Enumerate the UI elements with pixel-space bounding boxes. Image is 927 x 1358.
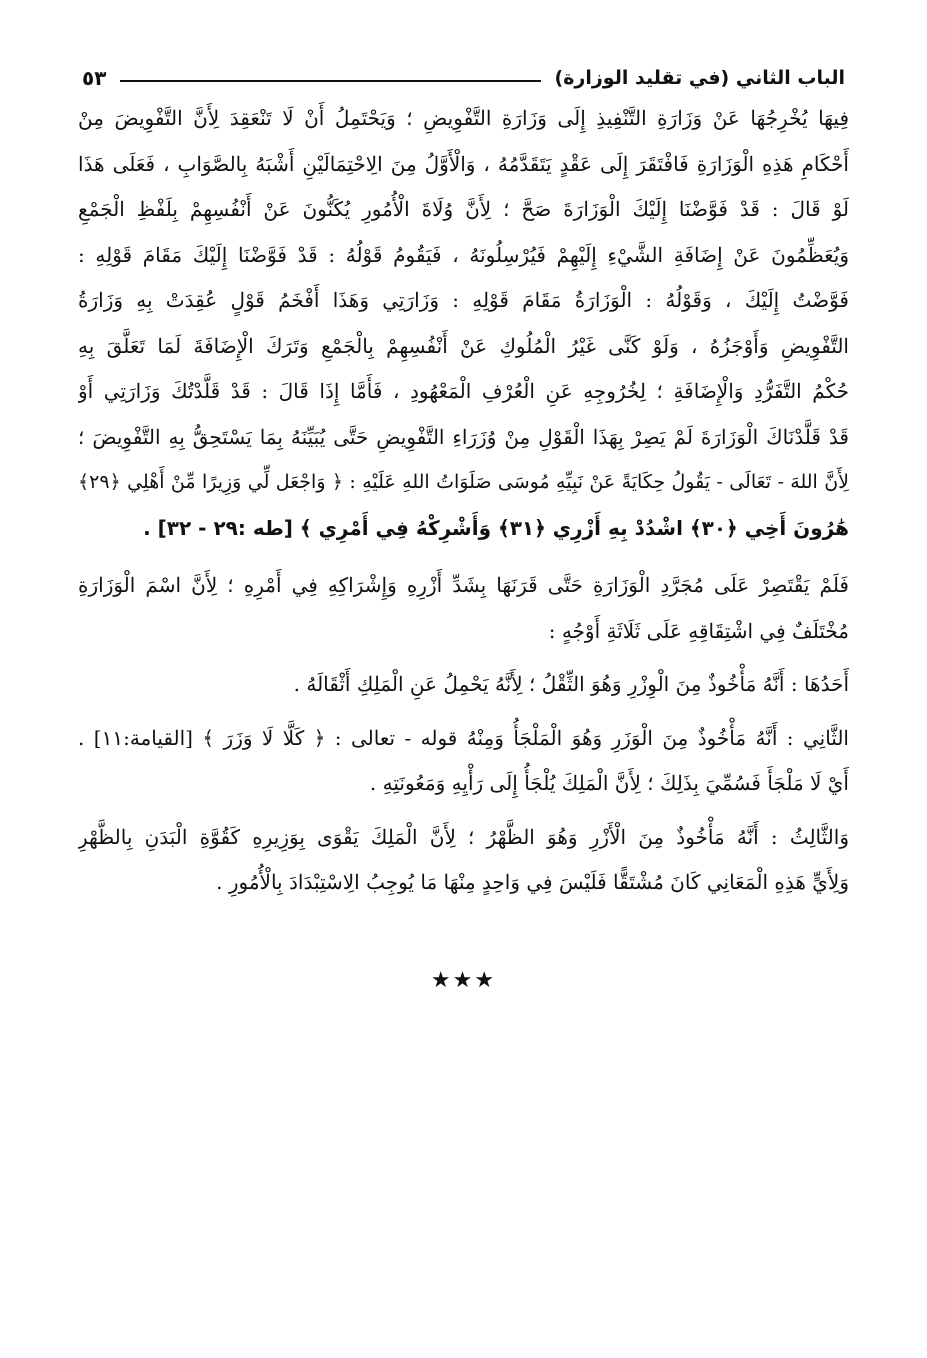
text-line: لَوْ قَالَ : قَدْ فَوَّضْنَا إِلَيْكَ الْوَزَارَةَ صَحَّ ؛ لِأَنَّ وُلَاةَ الْأُمُورِ يُكَنُّونَ عَنْ أَنْفُسِهِمْ بِلَفْظِ الْجَمْعِ [78, 197, 849, 221]
text-line: فَوَّضْتُ إِلَيْكَ ، وَقَوْلُهُ : الْوَزَارَةُ مَقَامَ قَوْلِهِ : وَزَارَتِي وَهَذَا أَفْخَمُ قَوْلٍ عُقِدَتْ بِهِ وَزَارَةُ [78, 288, 849, 312]
aspect-second [78, 716, 849, 807]
text-line: لِأَنَّ اللهَ - تَعَالَى - يَقُولُ حِكَايَةً عَنْ نَبِيِّهِ مُوسَى صَلَوَاتُ اللهِ عَلَيْهِ : ﴿ وَاجْعَل لِّي وَزِيرًا مِّنْ أَهْلِي ﴿٢٩﴾ [78, 471, 849, 493]
chapter-title: الباب الثاني (في تقليد الوزارة) [554, 67, 845, 89]
aspect-first [78, 662, 849, 708]
text-line: وَالثَّالِثُ : أَنَّهُ مَأْخُوذٌ مِنَ الْأَزْرِ وَهُوَ الظَّهْرُ ؛ لِأَنَّ الْمَلِكَ يَقْوَى بِوَزِيرِهِ كَقُوَّةِ الْبَدَنِ بِالظَّهْرِ [78, 824, 849, 849]
text-line: قَدْ قَلَّدْنَاكَ الْوَزَارَةَ لَمْ يَصِرْ بِهَذَا الْقَوْلِ مِنْ وُزَرَاءِ التَّفْوِيضِ حَتَّى يُبَيِّنَهُ بِمَا يَسْتَحِقُّ بِهِ التَّفْوِيضَ ؛ [78, 424, 849, 449]
aspect-third [78, 815, 849, 906]
text-line: فِيهَا يُخْرِجُهَا عَنْ وَزَارَةِ التَّنْفِيذِ إِلَى وَزَارَةِ التَّفْوِيضِ ؛ وَيَحْتَمِلُ أَنْ لَا تَنْعَقِدَ لِأَنَّ التَّفْوِيضَ مِنْ [78, 106, 849, 130]
paragraph-gap [78, 807, 849, 815]
text-line: أَيْ لَا مَلْجَأَ فَسُمِّيَ بِذَلِكَ ؛ لِأَنَّ الْمَلِكَ يُلْجَأُ إِلَى رَأْيِهِ وَمَعُونَتِهِ . [369, 771, 849, 795]
quran-verse-line: هَٰرُونَ أَخِي ﴿٣٠﴾ اشْدُدْ بِهِ أَزْرِي ﴿٣١﴾ وَأَشْرِكْهُ فِي أَمْرِي ﴾ [طه :٢٩ - ٣٢] . [143, 515, 849, 540]
section-separator-stars: ★★★ [430, 968, 497, 993]
page-number: ٥٣ [82, 66, 107, 90]
text-line: أَحْكَامِ هَذِهِ الْوَزَارَةِ فَافْتَقَرَ إِلَى عَقْدٍ يَتَقَدَّمُهُ ، وَالْأَوَّلُ مِنَ الِاحْتِمَالَيْنِ أَشْبَهُ بِالصَّوَابِ ، فَعَلَى هَذَا [78, 151, 849, 176]
text-line: أَحَدُهَا : أَنَّهُ مَأْخُوذٌ مِنَ الْوِزْرِ وَهُوَ الثِّقْلُ ؛ لِأَنَّهُ يَحْمِلُ عَنِ الْمَلِكِ أَثْقَالَهُ . [293, 672, 849, 696]
paragraph-gap [78, 551, 849, 563]
running-header [82, 48, 845, 88]
paragraph-continuation [78, 96, 849, 551]
text-line: وَلِأَيٍّ هَذِهِ الْمَعَانِي كَانَ مُشْتَقًّا فَلَيْسَ فِي وَاحِدٍ مِنْهَا مَا يُوجِبُ الِاسْتِبْدَادَ بِالْأُمُورِ . [216, 870, 849, 894]
paragraph-gap [78, 708, 849, 716]
text-line: حُكْمُ التَّفَرُّدِ وَالْإِضَافَةِ ؛ لِخُرُوجِهِ عَنِ الْعُرْفِ الْمَعْهُودِ ، فَأَمَّا إِذَا قَالَ : قَدْ قَلَّدْتُكَ وَزَارَتِي أَوْ [78, 379, 849, 403]
text-line: الثَّانِي : أَنَّهُ مَأْخُوذٌ مِنَ الْوَزَرِ وَهُوَ الْمَلْجَأُ وَمِنْهُ قوله - تعالى : ﴿ كَلَّا لَا وَزَرَ ﴾ [القيامة:١١] . [78, 725, 849, 750]
paragraph-etymology-intro [78, 563, 849, 654]
page-body [78, 96, 849, 906]
text-line: وَيُعَظِّمُونَ عَنْ إِضَافَةِ الشَّيْءِ إِلَيْهِمْ فَيُرْسِلُونَهُ ، فَيَقُومُ قَوْلُهُ : قَدْ فَوَّضْنَا إِلَيْكَ مَقَامَ قَوْلِهِ : [78, 242, 849, 267]
text-line: فَلَمْ يَقْتَصِرْ عَلَى مُجَرَّدِ الْوَزَارَةِ حَتَّى قَرَنَهَا بِشَدِّ أَزْرِهِ وَإِشْرَاكِهِ فِي أَمْرِهِ ؛ لِأَنَّ اسْمَ الْوَزَارَةِ [78, 573, 849, 597]
text-line: مُخْتَلَفٌ فِي اشْتِقَاقِهِ عَلَى ثَلَاثَةِ أَوْجُهٍ : [548, 618, 849, 643]
header-rule [120, 80, 540, 82]
text-line: التَّفْوِيضِ وَأَوْجَزُهُ ، وَلَوْ كَنَّى غَيْرُ الْمُلُوكِ عَنْ أَنْفُسِهِمْ بِالْجَمْعِ وَتَرَكَ الْإِضَافَةَ لَمَا تَعَلَّقَ بِهِ [78, 333, 849, 358]
paragraph-gap [78, 654, 849, 662]
